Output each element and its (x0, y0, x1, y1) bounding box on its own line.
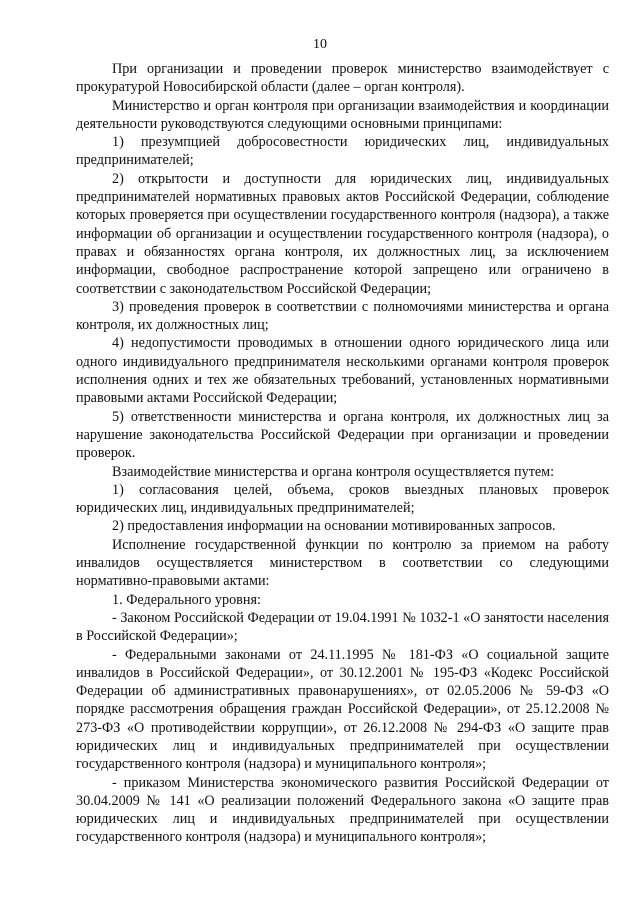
page-number: 10 (313, 37, 327, 52)
paragraph-federal-laws: - Федеральными законами от 24.11.1995 № 181-ФЗ «О социальной защите инвалидов в Российской Федерации», от 30.12.2001 № 195-ФЗ «Кодекс Российской Федерации об административных правонарушениях», от 02.05.2006 № 59-ФЗ «О порядке рассмотрения обращения граждан Российской Федерации», от 25.12.2008 № 273-ФЗ «О противодействии коррупции», от 26.12.2008 № 294-ФЗ «О защите прав юридических лиц и индивидуальных предпринимателей при осуществлении государственного контроля (надзора) и муниципального контроля»; (76, 646, 609, 773)
paragraph-federal-level: 1. Федерального уровня: (112, 591, 261, 608)
paragraph-interaction-prosecutor: При организации и проведении проверок министерство взаимодействует с прокуратурой Новосибирской области (далее – орган контроля). (76, 61, 609, 96)
paragraph-principle-3: 3) проведения проверок в соответствии с полномочиями министерства и органа контроля, их должностных лиц; (76, 298, 609, 334)
paragraph-order-141: - приказом Министерства экономического развития Российской Федерации от 30.04.2009 № 141 «О реализации положений Федерального закона «О защите прав юридических лиц и индивидуальных предпринимателей при осуществлении государственного контроля (надзора) и муниципального контроля»; (76, 774, 609, 846)
paragraph-law-1032-1: - Законом Российской Федерации от 19.04.1991 № 1032-1 «О занятости населения в Российской Федерации»; (76, 609, 609, 645)
document-body (76, 60, 609, 847)
paragraph-principle-2: 2) открытости и доступности для юридических лиц, индивидуальных предпринимателей нормативных правовых актов Российской Федерации, соблюдение которых проверяется при осуществлении государственного контроля (надзора), а также информации об организации и осуществлении государственного контроля (надзора), о правах и обязанностях органа контроля, их должностных лиц, за исключением информации, свободное распространение которой запрещено или ограничено в соответствии с законодательством Российской Федерации; (76, 170, 609, 297)
paragraph-interaction-ways: Взаимодействие министерства и органа контроля осуществляется путем: (112, 463, 555, 480)
paragraph-principle-5: 5) ответственности министерства и органа контроля, их должностных лиц за нарушение законодательства Российской Федерации при организации и проведении проверок. (76, 408, 609, 462)
paragraph-way-2: 2) предоставления информации на основании мотивированных запросов. (112, 518, 556, 535)
paragraph-principle-4: 4) недопустимости проводимых в отношении одного юридического лица или одного индивидуального предпринимателя несколькими органами контроля проверок исполнения одних и тех же обязательных требований, установленных нормативными правовыми актами Российской Федерации; (76, 335, 609, 407)
paragraph-way-1: 1) согласования целей, объема, сроков выездных плановых проверок юридических лиц, индивидуальных предпринимателей; (76, 481, 609, 517)
paragraph-principles-intro: Министерство и орган контроля при организации взаимодействия и координации деятельности руководствуются следующими основными принципами: (76, 97, 609, 132)
paragraph-principle-1: 1) презумпцией добросовестности юридических лиц, индивидуальных предпринимателей; (76, 134, 609, 169)
paragraph-legal-acts-intro: Исполнение государственной функции по контролю за приемом на работу инвалидов осуществляется министерством в соответствии со следующими нормативно-правовыми актами: (76, 536, 609, 590)
